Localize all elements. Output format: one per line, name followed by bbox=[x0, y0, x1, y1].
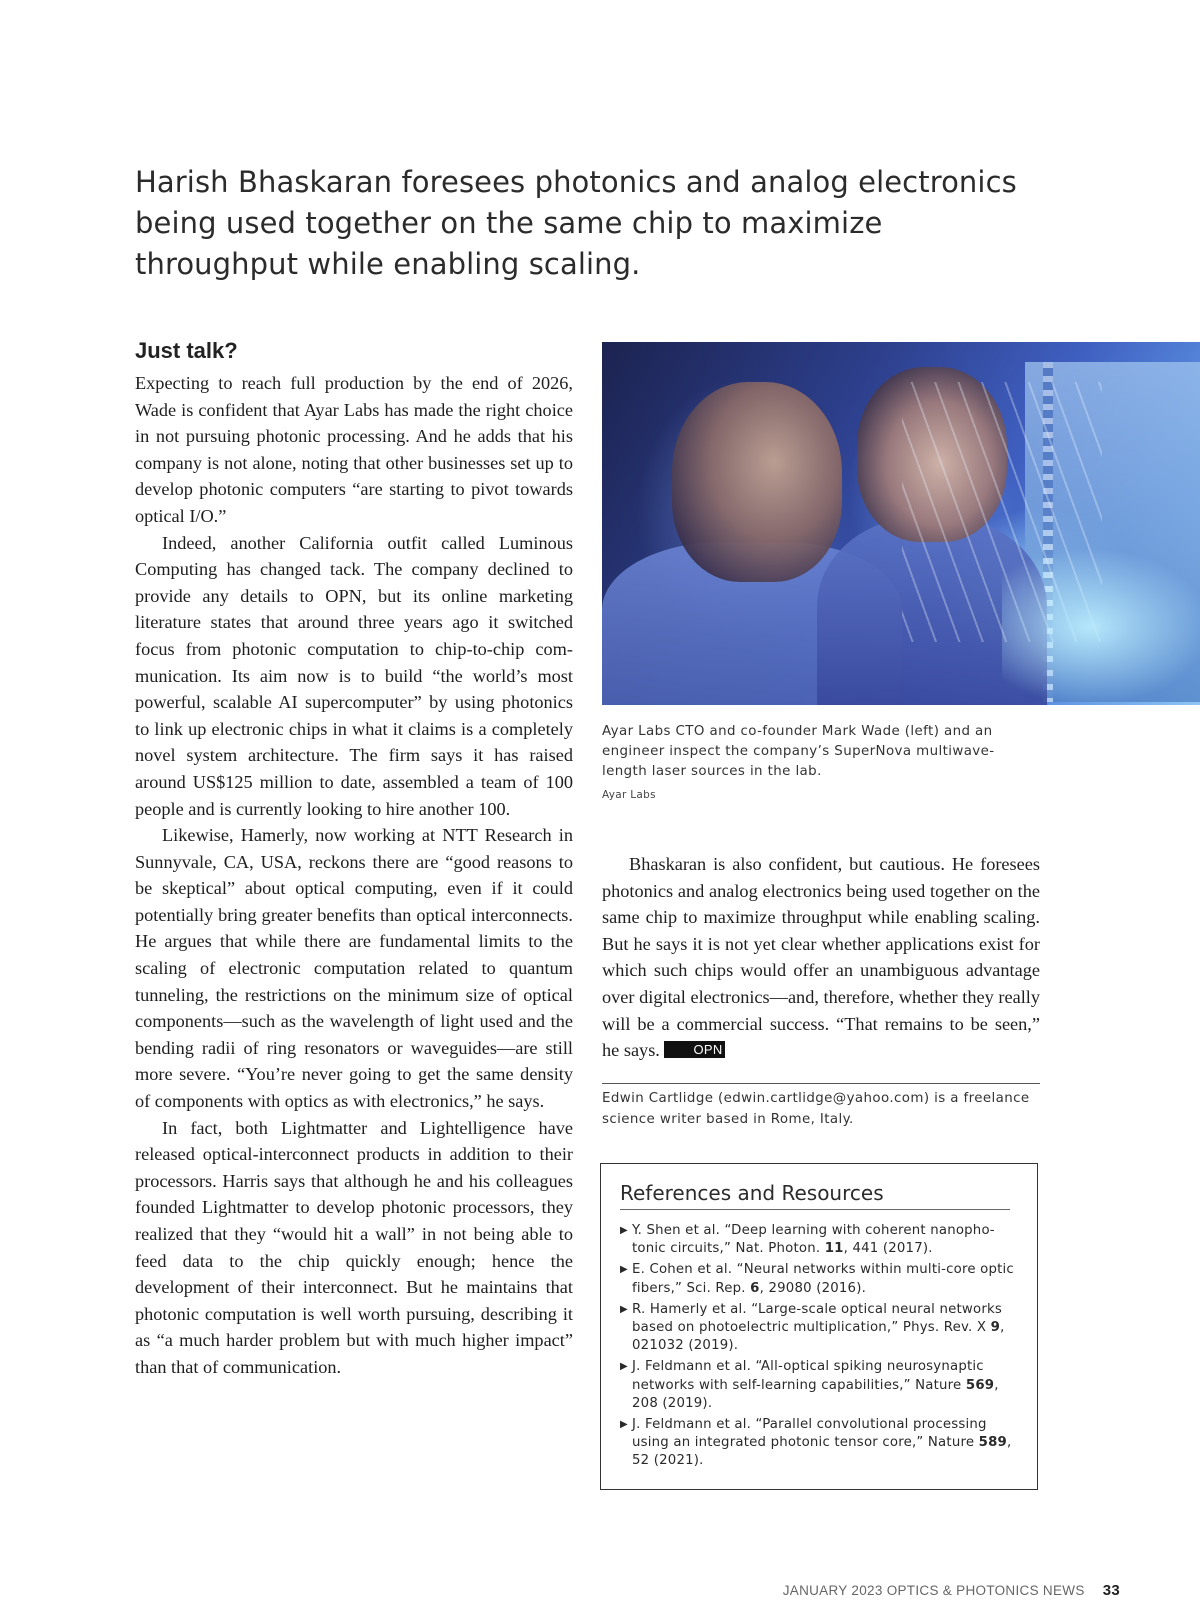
reference-volume: 589 bbox=[978, 1435, 1007, 1451]
photo-light-glow bbox=[1002, 542, 1200, 705]
reference-item bbox=[620, 1301, 1020, 1356]
photo-credit: Ayar Labs bbox=[602, 789, 656, 801]
reference-item bbox=[620, 1358, 1020, 1413]
references-list bbox=[620, 1222, 1020, 1474]
photo-caption: Ayar Labs CTO and co-founder Mark Wade (left) and an engineer inspect the company’s SuperNova multiwavelength laser sources in the lab. bbox=[602, 724, 995, 779]
references-box bbox=[600, 1163, 1038, 1490]
section-heading: Just talk? bbox=[135, 338, 238, 363]
reference-item bbox=[620, 1416, 1020, 1471]
author-bio: Edwin Cartlidge (edwin.cartlidge@yahoo.com) is a freelance science writer based in Rome, Italy. bbox=[602, 1091, 1030, 1127]
body-paragraph: Indeed, another California outfit called Luminous Computing has changed tack. The company declined to provide any details to OPN, but its online marketing literature states that around three years ago it switched focus from photonic computation to chip-to-chip communication. Its aim now is to build “the world’s most powerful, scalable AI supercomputer” by using photonics to link up electronic chips in what it claims is a completely novel system architecture. The firm says it has raised around US$125 million to date, assembled a team of 100 people and is currently looking to hire another 100. bbox=[135, 532, 573, 819]
reference-item bbox=[620, 1261, 1020, 1297]
body-paragraph: Expecting to reach full production by the end of 2026, Wade is confident that Ayar Labs has made the right choice in not pursuing photonic processing. And he adds that his company is not alone, noting that other businesses set up to develop photonic computers “are starting to pivot towards optical I/O.” bbox=[135, 373, 573, 526]
reference-text: E. Cohen et al. “Neural networks within multi-core optic fibers,” Sci. Rep. bbox=[632, 1262, 1014, 1296]
lab-photo bbox=[602, 342, 1200, 705]
footer-issue: JANUARY 2023 bbox=[782, 1583, 883, 1598]
reference-volume: 9 bbox=[990, 1320, 1001, 1336]
reference-volume: 11 bbox=[824, 1241, 844, 1257]
body-paragraph: Likewise, Hamerly, now working at NTT Research in Sunnyvale, CA, USA, reckons there are “good reasons to be skeptical” about optical computing, even if it could potentially bring greater benefits than optical interconnects. He argues that while there are fundamental limits to the scaling of electronic computation related to quantum tunneling, the restrictions on the minimum size of optical components—such as the wavelength of light used and the bending radii of ring resonators or waveguides—are still more severe. “You’re never going to get the same density of components with optics as with electronics,” he says. bbox=[135, 825, 573, 1112]
body-paragraph-text: Bhaskaran is also confident, but cautious. He foresees photonics and analog electronics being used together on the same chip to maximize throughput while enabling scaling. But he says it is not yet clear whether applications exist for which such chips would offer an unambiguous advantage over digital electronics—and, therefore, whether they really will be a commercial success. “That remains to be seen,” he says. bbox=[602, 854, 1040, 1061]
footer-publication: OPTICS & PHOTONICS NEWS bbox=[886, 1583, 1085, 1598]
opn-end-mark: OPN bbox=[664, 1041, 724, 1058]
reference-text: , 29080 (2016). bbox=[759, 1280, 867, 1296]
photo-person-left-head bbox=[672, 382, 842, 582]
page-number: 33 bbox=[1102, 1582, 1120, 1599]
reference-volume: 569 bbox=[965, 1377, 995, 1393]
reference-item bbox=[620, 1222, 1020, 1258]
author-divider bbox=[602, 1083, 1040, 1084]
reference-text: , 208 (2019). bbox=[632, 1377, 999, 1411]
triangle-bullet-icon: ▶ bbox=[620, 1303, 628, 1315]
reference-text: J. Feldmann et al. “Parallel convolutional processing using an integrated photonic tensor core,” Nature bbox=[632, 1417, 987, 1451]
triangle-bullet-icon: ▶ bbox=[620, 1361, 628, 1373]
triangle-bullet-icon: ▶ bbox=[620, 1264, 628, 1276]
pull-quote: Harish Bhaskaran foresees photonics and analog electronics being used together on the same chip to maximize throughput while enabling scaling. bbox=[135, 165, 1017, 281]
body-paragraph bbox=[602, 851, 1040, 1064]
left-column bbox=[135, 336, 573, 1381]
triangle-bullet-icon: ▶ bbox=[620, 1225, 628, 1236]
right-column bbox=[602, 851, 1040, 1064]
reference-text: , 52 (2021). bbox=[632, 1435, 1012, 1469]
body-paragraph: In fact, both Lightmatter and Lightelligence have released optical-interconnect products in addition to their processors. Harris says that although he and his colleagues founded Lightmatter to develop photonic processors, they realized that they “would hit a wall” in not being able to feed data to the chip quickly enough; hence the development of their interconnect. But he maintains that photonic computation is well worth pursuing, describing it as “a much harder problem but with much higher impact” than that of communication. bbox=[135, 1117, 573, 1377]
reference-text: Y. Shen et al. “Deep learning with coherent nanophotonic circuits,” Nat. Photon. bbox=[632, 1223, 995, 1257]
reference-volume: 6 bbox=[750, 1280, 760, 1296]
page-footer bbox=[770, 1582, 1120, 1599]
triangle-bullet-icon: ▶ bbox=[620, 1419, 628, 1431]
references-title: References and Resources bbox=[620, 1179, 1010, 1210]
reference-text: J. Feldmann et al. “All-optical spiking neurosynaptic networks with self-learning capabilities,” Nature bbox=[632, 1359, 984, 1393]
reference-text: , 441 (2017). bbox=[843, 1241, 933, 1257]
reference-text: , 021032 (2019). bbox=[632, 1320, 1005, 1354]
reference-text: R. Hamerly et al. “Large-scale optical neural networks based on photoelectric multiplication,” Phys. Rev. X bbox=[632, 1301, 1003, 1336]
